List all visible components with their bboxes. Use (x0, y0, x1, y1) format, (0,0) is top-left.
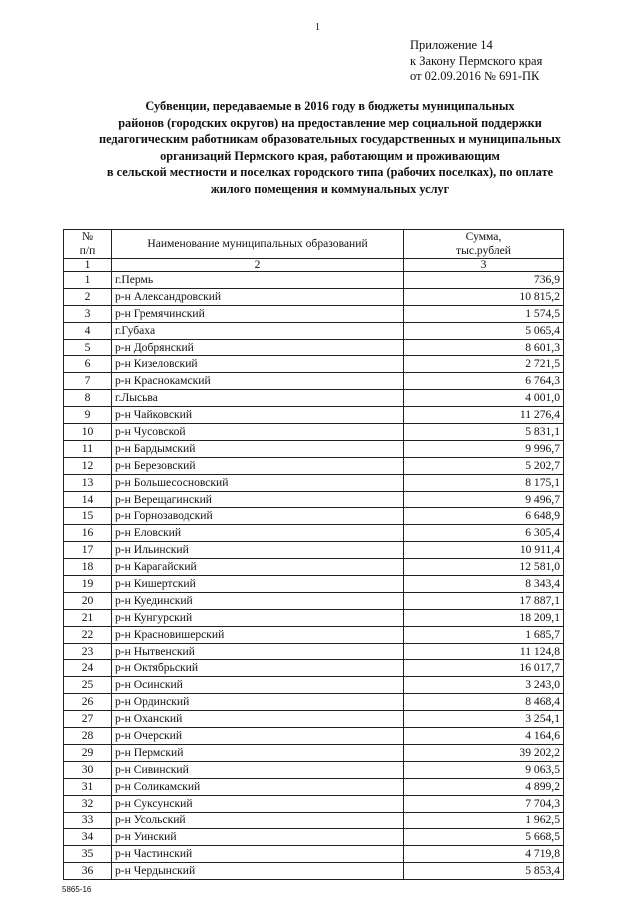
row-name: р-н Еловский (112, 525, 404, 542)
table-row (64, 272, 564, 289)
row-name: р-н Кизеловский (112, 356, 404, 373)
table-row (64, 525, 564, 542)
table-row (64, 778, 564, 795)
title-line: в сельской местности и поселках городского типа (рабочих поселках), по оплате (106, 165, 554, 180)
row-sum: 8 468,4 (404, 694, 564, 711)
row-number: 27 (64, 711, 112, 728)
row-name: р-н Соликамский (112, 778, 404, 795)
subsidies-table (63, 229, 564, 880)
row-name: р-н Чусовской (112, 424, 404, 441)
row-name: р-н Бардымский (112, 440, 404, 457)
header-sum (404, 230, 564, 259)
row-sum: 39 202,2 (404, 744, 564, 761)
column-number-row (64, 259, 564, 272)
document-title (60, 98, 600, 198)
table-row (64, 744, 564, 761)
row-sum: 5 065,4 (404, 322, 564, 339)
row-number: 3 (64, 305, 112, 322)
row-name: р-н Сивинский (112, 761, 404, 778)
row-sum: 5 831,1 (404, 424, 564, 441)
row-sum: 2 721,5 (404, 356, 564, 373)
table-row (64, 728, 564, 745)
row-sum: 18 209,1 (404, 609, 564, 626)
row-name: р-н Частинский (112, 846, 404, 863)
row-number: 32 (64, 795, 112, 812)
appendix-line: от 02.09.2016 № 691-ПК (410, 69, 540, 83)
table-row (64, 711, 564, 728)
title-line: районов (городских округов) на предоставление мер социальной поддержки (118, 115, 542, 130)
table-header-row (64, 230, 564, 259)
row-number: 12 (64, 457, 112, 474)
table-row (64, 407, 564, 424)
row-number: 31 (64, 778, 112, 795)
row-sum: 6 305,4 (404, 525, 564, 542)
table-row (64, 474, 564, 491)
row-sum: 11 276,4 (404, 407, 564, 424)
table-row (64, 559, 564, 576)
row-name: р-н Октябрьский (112, 660, 404, 677)
row-number: 35 (64, 846, 112, 863)
row-number: 5 (64, 339, 112, 356)
row-name: г.Лысьва (112, 390, 404, 407)
table-row (64, 846, 564, 863)
title-line: педагогическим работникам образовательных государственных и муниципальных (99, 132, 561, 147)
row-name: р-н Кунгурский (112, 609, 404, 626)
table-row (64, 440, 564, 457)
row-number: 4 (64, 322, 112, 339)
header-number (64, 230, 112, 259)
column-number: 3 (404, 259, 564, 272)
row-sum: 16 017,7 (404, 660, 564, 677)
row-sum: 4 899,2 (404, 778, 564, 795)
row-sum: 3 243,0 (404, 677, 564, 694)
row-number: 30 (64, 761, 112, 778)
row-sum: 10 815,2 (404, 288, 564, 305)
row-sum: 8 175,1 (404, 474, 564, 491)
row-number: 21 (64, 609, 112, 626)
table-row (64, 660, 564, 677)
row-sum: 9 496,7 (404, 491, 564, 508)
row-number: 17 (64, 542, 112, 559)
row-name: р-н Карагайский (112, 559, 404, 576)
table-row (64, 356, 564, 373)
row-sum: 8 343,4 (404, 576, 564, 593)
row-name: р-н Березовский (112, 457, 404, 474)
row-name: г.Пермь (112, 272, 404, 289)
column-number: 2 (112, 259, 404, 272)
header-number-line2: п/п (79, 244, 96, 257)
row-sum: 5 853,4 (404, 863, 564, 880)
table-row (64, 508, 564, 525)
table-row (64, 812, 564, 829)
table-row (64, 373, 564, 390)
row-number: 11 (64, 440, 112, 457)
row-number: 7 (64, 373, 112, 390)
row-sum: 1 685,7 (404, 626, 564, 643)
row-sum: 6 764,3 (404, 373, 564, 390)
row-sum: 10 911,4 (404, 542, 564, 559)
table-row (64, 491, 564, 508)
row-number: 24 (64, 660, 112, 677)
row-number: 1 (64, 272, 112, 289)
row-name: р-н Оханский (112, 711, 404, 728)
row-number: 23 (64, 643, 112, 660)
row-name: р-н Усольский (112, 812, 404, 829)
row-number: 29 (64, 744, 112, 761)
table-row (64, 576, 564, 593)
row-name: р-н Суксунский (112, 795, 404, 812)
table-row (64, 761, 564, 778)
row-name: р-н Кишертский (112, 576, 404, 593)
row-sum: 1 962,5 (404, 812, 564, 829)
table-row (64, 592, 564, 609)
row-sum: 8 601,3 (404, 339, 564, 356)
table-row (64, 339, 564, 356)
footer-code: 5865-16 (62, 885, 92, 894)
row-name: р-н Очерский (112, 728, 404, 745)
row-name: р-н Александровский (112, 288, 404, 305)
table-row (64, 288, 564, 305)
table-row (64, 643, 564, 660)
row-number: 13 (64, 474, 112, 491)
row-sum: 1 574,5 (404, 305, 564, 322)
row-sum: 3 254,1 (404, 711, 564, 728)
row-name: р-н Большесосновский (112, 474, 404, 491)
row-number: 36 (64, 863, 112, 880)
table-row (64, 863, 564, 880)
row-sum: 7 704,3 (404, 795, 564, 812)
table-row (64, 609, 564, 626)
row-name: р-н Куединский (112, 592, 404, 609)
appendix-reference (410, 38, 542, 85)
row-sum: 12 581,0 (404, 559, 564, 576)
row-name: р-н Пермский (112, 744, 404, 761)
row-number: 10 (64, 424, 112, 441)
row-number: 14 (64, 491, 112, 508)
row-number: 19 (64, 576, 112, 593)
row-sum: 736,9 (404, 272, 564, 289)
row-name: р-н Гремячинский (112, 305, 404, 322)
row-sum: 4 001,0 (404, 390, 564, 407)
row-name: г.Губаха (112, 322, 404, 339)
row-number: 8 (64, 390, 112, 407)
row-name: р-н Красновишерский (112, 626, 404, 643)
row-number: 2 (64, 288, 112, 305)
row-number: 16 (64, 525, 112, 542)
table-row (64, 305, 564, 322)
row-sum: 9 996,7 (404, 440, 564, 457)
row-number: 15 (64, 508, 112, 525)
appendix-line: Приложение 14 (410, 38, 493, 52)
row-sum: 17 887,1 (404, 592, 564, 609)
title-line: жилого помещения и коммунальных услуг (210, 181, 450, 196)
row-name: р-н Верещагинский (112, 491, 404, 508)
table-row (64, 457, 564, 474)
table-row (64, 795, 564, 812)
row-sum: 6 648,9 (404, 508, 564, 525)
row-sum: 4 719,8 (404, 846, 564, 863)
row-name: р-н Нытвенский (112, 643, 404, 660)
table-row (64, 677, 564, 694)
table-row (64, 626, 564, 643)
header-sum-line1: Сумма, (465, 230, 502, 243)
row-sum: 11 124,8 (404, 643, 564, 660)
row-number: 9 (64, 407, 112, 424)
row-number: 26 (64, 694, 112, 711)
row-name: р-н Горнозаводский (112, 508, 404, 525)
row-number: 34 (64, 829, 112, 846)
page-number: 1 (315, 22, 320, 33)
header-sum-line2: тыс.рублей (456, 244, 511, 257)
row-sum: 5 668,5 (404, 829, 564, 846)
table-row (64, 542, 564, 559)
row-name: р-н Ильинский (112, 542, 404, 559)
appendix-line: к Закону Пермского края (410, 53, 543, 68)
table-row (64, 829, 564, 846)
header-number-line1: № (81, 230, 94, 243)
row-sum: 5 202,7 (404, 457, 564, 474)
table-row (64, 322, 564, 339)
title-line: организаций Пермского края, работающим и проживающим (160, 148, 500, 163)
row-number: 33 (64, 812, 112, 829)
table-row (64, 694, 564, 711)
row-number: 20 (64, 592, 112, 609)
row-name: р-н Краснокамский (112, 373, 404, 390)
row-number: 6 (64, 356, 112, 373)
row-sum: 9 063,5 (404, 761, 564, 778)
table-body (64, 272, 564, 880)
row-number: 22 (64, 626, 112, 643)
row-number: 18 (64, 559, 112, 576)
title-line: Субвенции, передаваемые в 2016 году в бюджеты муниципальных (145, 99, 515, 113)
row-name: р-н Чайковский (112, 407, 404, 424)
row-name: р-н Уинский (112, 829, 404, 846)
column-number: 1 (64, 259, 112, 272)
header-name: Наименование муниципальных образований (112, 230, 404, 259)
row-name: р-н Чердынский (112, 863, 404, 880)
row-number: 28 (64, 728, 112, 745)
row-name: р-н Добрянский (112, 339, 404, 356)
row-name: р-н Осинский (112, 677, 404, 694)
row-number: 25 (64, 677, 112, 694)
table-row (64, 390, 564, 407)
row-name: р-н Ординский (112, 694, 404, 711)
row-sum: 4 164,6 (404, 728, 564, 745)
table-row (64, 424, 564, 441)
